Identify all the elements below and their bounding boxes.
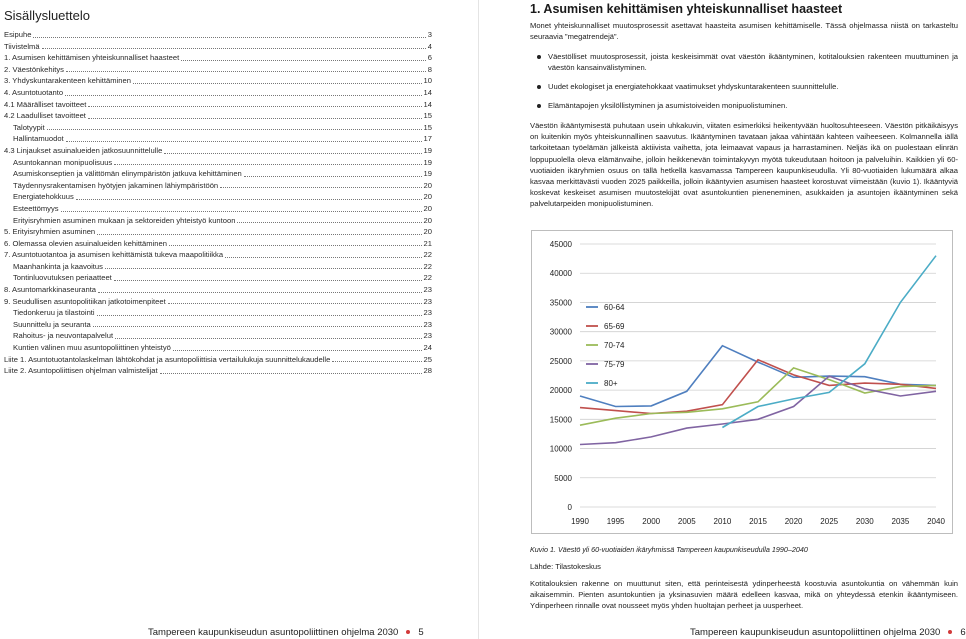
footer-right-text: Tampereen kaupunkiseudun asuntopoliittinen ohjelma 2030 bbox=[690, 627, 941, 638]
toc-entry-page: 22 bbox=[423, 261, 432, 271]
toc-leader-dots bbox=[332, 354, 421, 363]
toc-entry[interactable] bbox=[4, 180, 432, 192]
page-divider bbox=[478, 0, 479, 639]
toc-entry-title: 3. Yhdyskuntarakenteen kehittäminen bbox=[4, 76, 131, 86]
toc-entry[interactable] bbox=[4, 249, 432, 261]
toc-entry-title: Energiatehokkuus bbox=[13, 192, 74, 202]
toc-entry[interactable] bbox=[4, 272, 432, 284]
toc-leader-dots bbox=[225, 249, 421, 258]
toc-entry-title: Suunnittelu ja seuranta bbox=[13, 319, 91, 329]
x-tick-label: 2030 bbox=[855, 517, 874, 526]
toc-entry-page: 20 bbox=[423, 203, 432, 213]
toc-entry-page: 14 bbox=[423, 99, 432, 109]
x-tick-label: 2015 bbox=[749, 517, 767, 526]
toc-entry-title: 7. Asuntotuotantoa ja asumisen kehittämistä tukeva maapolitiikka bbox=[4, 250, 224, 260]
toc-leader-dots bbox=[114, 157, 421, 166]
toc-leader-dots bbox=[97, 307, 422, 316]
toc-entry-page: 14 bbox=[423, 87, 432, 97]
toc-entry-page: 25 bbox=[423, 354, 432, 364]
chart-caption: Kuvio 1. Väestö yli 60-vuotiaiden ikäryhmissä Tampereen kaupunkiseudulla 1990–2040 bbox=[530, 545, 808, 554]
toc-leader-dots bbox=[133, 75, 422, 84]
toc-leader-dots bbox=[114, 272, 422, 281]
toc-entry-page: 20 bbox=[423, 215, 432, 225]
toc-entry[interactable] bbox=[4, 157, 432, 169]
toc-entry-page: 19 bbox=[423, 145, 432, 155]
toc-entry[interactable] bbox=[4, 261, 432, 273]
toc-entry-title: 6. Olemassa olevien asuinalueiden kehittäminen bbox=[4, 238, 167, 248]
toc-entry-title: Täydennysrakentamisen hyötyjen jakaminen lähiympäristöön bbox=[13, 180, 219, 190]
toc-leader-dots bbox=[244, 168, 422, 177]
toc-entry-page: 24 bbox=[423, 343, 432, 353]
y-tick-label: 15000 bbox=[549, 415, 572, 425]
toc-entry-title: 2. Väestönkehitys bbox=[4, 64, 64, 74]
toc-leader-dots bbox=[65, 87, 421, 96]
toc-leader-dots bbox=[61, 203, 422, 212]
legend-label: 70-74 bbox=[604, 341, 625, 350]
toc-entry-title: Maanhankinta ja kaavoitus bbox=[13, 261, 103, 271]
x-tick-label: 2020 bbox=[784, 517, 803, 526]
toc-entry[interactable] bbox=[4, 133, 432, 145]
series-line bbox=[580, 376, 936, 444]
toc-entry-title: Esteettömyys bbox=[13, 203, 59, 213]
bullet-list bbox=[548, 51, 958, 119]
toc-entry-page: 19 bbox=[423, 169, 432, 179]
toc-leader-dots bbox=[66, 133, 422, 142]
toc-entry-title: Rahoitus- ja neuvontapalvelut bbox=[13, 331, 114, 341]
toc-leader-dots bbox=[237, 215, 421, 224]
footer-right-page: 6 bbox=[960, 627, 966, 638]
toc-entry-page: 23 bbox=[423, 296, 432, 306]
toc-entry-page: 23 bbox=[423, 285, 432, 295]
y-tick-label: 45000 bbox=[549, 240, 572, 249]
toc-entry-title: Erityisryhmien asuminen mukaan ja sektoreiden yhteistyö kuntoon bbox=[13, 215, 236, 225]
toc-leader-dots bbox=[88, 110, 422, 119]
toc-entry-title: Tontinluovutuksen periaatteet bbox=[13, 273, 112, 283]
y-tick-label: 40000 bbox=[549, 269, 572, 279]
toc-entry[interactable] bbox=[4, 215, 432, 227]
toc-entry-title: 4. Asuntotuotanto bbox=[4, 87, 64, 97]
toc-entry-page: 22 bbox=[423, 250, 432, 260]
footer-dot-icon bbox=[406, 630, 410, 634]
toc-entry[interactable] bbox=[4, 342, 432, 354]
population-chart bbox=[531, 230, 953, 534]
y-tick-label: 30000 bbox=[549, 327, 572, 337]
toc-entry-title: Asuntokannan monipuolisuus bbox=[13, 157, 113, 167]
x-tick-label: 2005 bbox=[677, 517, 696, 526]
toc-entry[interactable] bbox=[4, 168, 432, 180]
x-tick-label: 2040 bbox=[927, 517, 945, 526]
series-line bbox=[580, 368, 936, 425]
toc-entry[interactable] bbox=[4, 64, 432, 76]
toc-entry-title: Esipuhe bbox=[4, 30, 32, 39]
toc-entry[interactable] bbox=[4, 354, 432, 366]
toc-entry-title: 9. Seudullisen asuntopolitiikan jatkotoimenpiteet bbox=[4, 296, 166, 306]
toc-entry-title: Asumiskonseptien ja välittömän elinympäristön jatkuva kehittäminen bbox=[13, 169, 242, 179]
x-tick-label: 2000 bbox=[642, 517, 661, 526]
toc-entry[interactable] bbox=[4, 29, 432, 41]
y-tick-label: 25000 bbox=[549, 356, 572, 366]
section-body: Väestön ikääntymisestä puhutaan usein uhkakuvin, viitaten esimerkiksi heikentyvään huoltosuhteeseen. Väestön pitkäikäisyys on kuitenkin myös yhteiskunnallinen saavutus. Ikääntyminen tavataan jakaa vähintään kahteen vaiheeseen. Kolmannella iällä tarkoitetaan työelämän jälkeistä aktiivista vaihetta, jota leimaavat vapaus ja harrastaminen. Neljäs ikä on puolestaan elinrän loppupuolella oleva elämänvaihe, jolloin heikkenevän toimintakyvyn myötä tukeudutaan hoitoon ja palveluihin. Kaikkien yli 60-vuotiaiden ikäryhmien osuus on tällä hetkellä kasvamassa Tampereen kaupunkiseudulla. Yli 80-vuotiaiden lukumäärä alkaa kasvaa merkittävästi vuoden 2025 paikkeilla, jolloin ikääntyvien asumisen haasteet korostuvat viimeistään (kuvio 1). Ikääntyviä koskevat keskeiset asumisen muutostekijät ovat asuntokuntien pieneneminen, asukkaiden ja asuntojen ikääntyminen sekä palvelutarpeiden monipuolistuminen. bbox=[530, 121, 958, 209]
legend-label: 75-79 bbox=[604, 360, 625, 369]
section-closing: Kotitalouksien rakenne on muuttunut siten, että perinteisestä ydinperheestä koostuvia asuntokuntia on vähemmän kuin aikaisemmin. Pienten asuntokuntien ja yksinasuvien määrä edelleen kasvaa, mikä on yhteydessä etenkin ikääntymiseen. Ydinperheen rinnalle ovat nousseet myös yhden huoltajan perheet ja uusperheet. bbox=[530, 579, 958, 611]
toc-leader-dots bbox=[76, 191, 422, 200]
y-tick-label: 0 bbox=[567, 503, 572, 512]
bullet-item: Väestölliset muutosprosessit, joista keskeisimmät ovat väestön ikääntyminen, kotitalouksien rakenteen muuttuminen ja väestön kansainvälistyminen. bbox=[548, 52, 958, 72]
toc-entry[interactable] bbox=[4, 75, 432, 87]
toc-entry-page: 22 bbox=[423, 273, 432, 283]
x-tick-label: 1990 bbox=[571, 517, 589, 526]
legend-label: 60-64 bbox=[604, 303, 625, 312]
toc-entry-page: 17 bbox=[423, 134, 432, 144]
toc-entry-page: 23 bbox=[423, 331, 432, 341]
x-tick-label: 2035 bbox=[891, 517, 910, 526]
left-page bbox=[0, 0, 478, 639]
toc-entry[interactable] bbox=[4, 284, 432, 296]
toc-entry-page: 23 bbox=[423, 319, 432, 329]
toc-entry[interactable] bbox=[4, 319, 432, 331]
toc-entry-page: 8 bbox=[427, 64, 432, 74]
bullet-item: Elämäntapojen yksilöllistyminen ja asumistoiveiden monipuolistuminen. bbox=[548, 100, 958, 111]
toc-leader-dots bbox=[220, 180, 421, 189]
toc-entry[interactable] bbox=[4, 99, 432, 111]
toc-entry[interactable] bbox=[4, 122, 432, 134]
toc-entry-page: 19 bbox=[423, 157, 432, 167]
toc-entry[interactable] bbox=[4, 41, 432, 53]
y-tick-label: 10000 bbox=[549, 444, 572, 454]
toc-entry-page: 20 bbox=[423, 227, 432, 237]
toc-leader-dots bbox=[97, 226, 421, 235]
toc-entry-page: 10 bbox=[423, 76, 432, 86]
toc-leader-dots bbox=[115, 330, 421, 339]
toc-title: Sisällysluettelo bbox=[4, 8, 90, 23]
toc-leader-dots bbox=[33, 29, 425, 38]
x-tick-label: 2010 bbox=[713, 517, 732, 526]
x-tick-label: 2025 bbox=[820, 517, 839, 526]
toc-entry[interactable] bbox=[4, 365, 432, 377]
toc-entry[interactable] bbox=[4, 110, 432, 122]
toc-entry-page: 3 bbox=[427, 30, 432, 39]
toc-entry-title: 1. Asumisen kehittämisen yhteiskunnalliset haasteet bbox=[4, 53, 180, 63]
toc-entry[interactable] bbox=[4, 330, 432, 342]
toc-leader-dots bbox=[160, 365, 422, 374]
toc-leader-dots bbox=[168, 296, 422, 305]
toc-entry-page: 6 bbox=[427, 53, 432, 63]
toc-leader-dots bbox=[169, 238, 422, 247]
toc-leader-dots bbox=[88, 99, 421, 108]
toc-entry-page: 4 bbox=[427, 41, 432, 51]
toc-entry-title: 8. Asuntomarkkinaseuranta bbox=[4, 285, 97, 295]
series-line bbox=[580, 346, 936, 407]
toc-entry[interactable] bbox=[4, 145, 432, 157]
toc-entry[interactable] bbox=[4, 226, 432, 238]
toc-entry[interactable] bbox=[4, 203, 432, 215]
toc-leader-dots bbox=[98, 284, 422, 293]
toc-entry[interactable] bbox=[4, 191, 432, 203]
toc-entry[interactable] bbox=[4, 296, 432, 308]
toc-entry[interactable] bbox=[4, 87, 432, 99]
footer-left bbox=[148, 627, 424, 638]
toc-entry-title: 4.1 Määrälliset tavoitteet bbox=[4, 99, 87, 109]
toc-entry[interactable] bbox=[4, 238, 432, 250]
toc-entry-title: Talotyypit bbox=[13, 122, 45, 132]
y-tick-label: 20000 bbox=[549, 386, 572, 396]
footer-right bbox=[690, 627, 966, 638]
toc-entry-page: 15 bbox=[423, 122, 432, 132]
legend-label: 80+ bbox=[604, 379, 618, 388]
toc-leader-dots bbox=[105, 261, 422, 270]
toc-entry-page: 28 bbox=[423, 366, 432, 376]
toc-entry-title: Tiivistelmä bbox=[4, 41, 40, 51]
footer-dot-icon bbox=[948, 630, 952, 634]
toc-leader-dots bbox=[47, 122, 422, 131]
toc-entry-title: Tiedonkeruu ja tilastointi bbox=[13, 308, 95, 318]
footer-left-text: Tampereen kaupunkiseudun asuntopoliittinen ohjelma 2030 bbox=[148, 627, 399, 638]
footer-left-page: 5 bbox=[418, 627, 424, 638]
toc-entry-page: 21 bbox=[423, 238, 432, 248]
toc-entry-title: Hallintamuodot bbox=[13, 134, 64, 144]
toc-entry-title: 4.3 Linjaukset asuinalueiden jatkosuunnittelulle bbox=[4, 145, 163, 155]
toc-entry-page: 20 bbox=[423, 192, 432, 202]
toc-leader-dots bbox=[181, 52, 426, 61]
toc-entry-page: 23 bbox=[423, 308, 432, 318]
toc-entry[interactable] bbox=[4, 52, 432, 64]
chart-svg bbox=[532, 231, 952, 533]
toc-leader-dots bbox=[173, 342, 422, 351]
bullet-item: Uudet ekologiset ja energiatehokkaat vaatimukset yhdyskuntarakenteen suunnittelulle. bbox=[548, 81, 958, 92]
toc-entry[interactable] bbox=[4, 307, 432, 319]
toc-entry-title: Liite 1. Asuntotuotantolaskelman lähtökohdat ja asuntopoliittisia vertailulukuja suunnittelukaudelle bbox=[4, 354, 331, 364]
toc-leader-dots bbox=[66, 64, 426, 73]
toc-entry-title: Liite 2. Asuntopoliittisen ohjelman valmistelijat bbox=[4, 366, 158, 376]
y-tick-label: 5000 bbox=[554, 473, 572, 483]
x-tick-label: 1995 bbox=[606, 517, 625, 526]
toc-entry-title: 4.2 Laadulliset tavoitteet bbox=[4, 111, 86, 121]
section-heading: 1. Asumisen kehittämisen yhteiskunnalliset haasteet bbox=[530, 2, 843, 16]
section-intro: Monet yhteiskunnalliset muutosprosessit asettavat haasteita asumisen kehittämiselle. Tässä ohjelmassa niistä on tarkasteltu seuraavia ”megatrendejä”. bbox=[530, 21, 958, 42]
table-of-contents bbox=[4, 29, 432, 377]
y-tick-label: 35000 bbox=[549, 298, 572, 308]
toc-leader-dots bbox=[42, 41, 426, 50]
legend-label: 65-69 bbox=[604, 322, 625, 331]
chart-source: Lähde: Tilastokeskus bbox=[530, 562, 601, 571]
toc-leader-dots bbox=[164, 145, 421, 154]
toc-entry-page: 15 bbox=[423, 111, 432, 121]
toc-entry-title: Kuntien välinen muu asuntopoliittinen yhteistyö bbox=[13, 343, 171, 353]
toc-entry-title: 5. Erityisryhmien asuminen bbox=[4, 227, 96, 237]
toc-leader-dots bbox=[93, 319, 422, 328]
toc-entry-page: 20 bbox=[423, 180, 432, 190]
